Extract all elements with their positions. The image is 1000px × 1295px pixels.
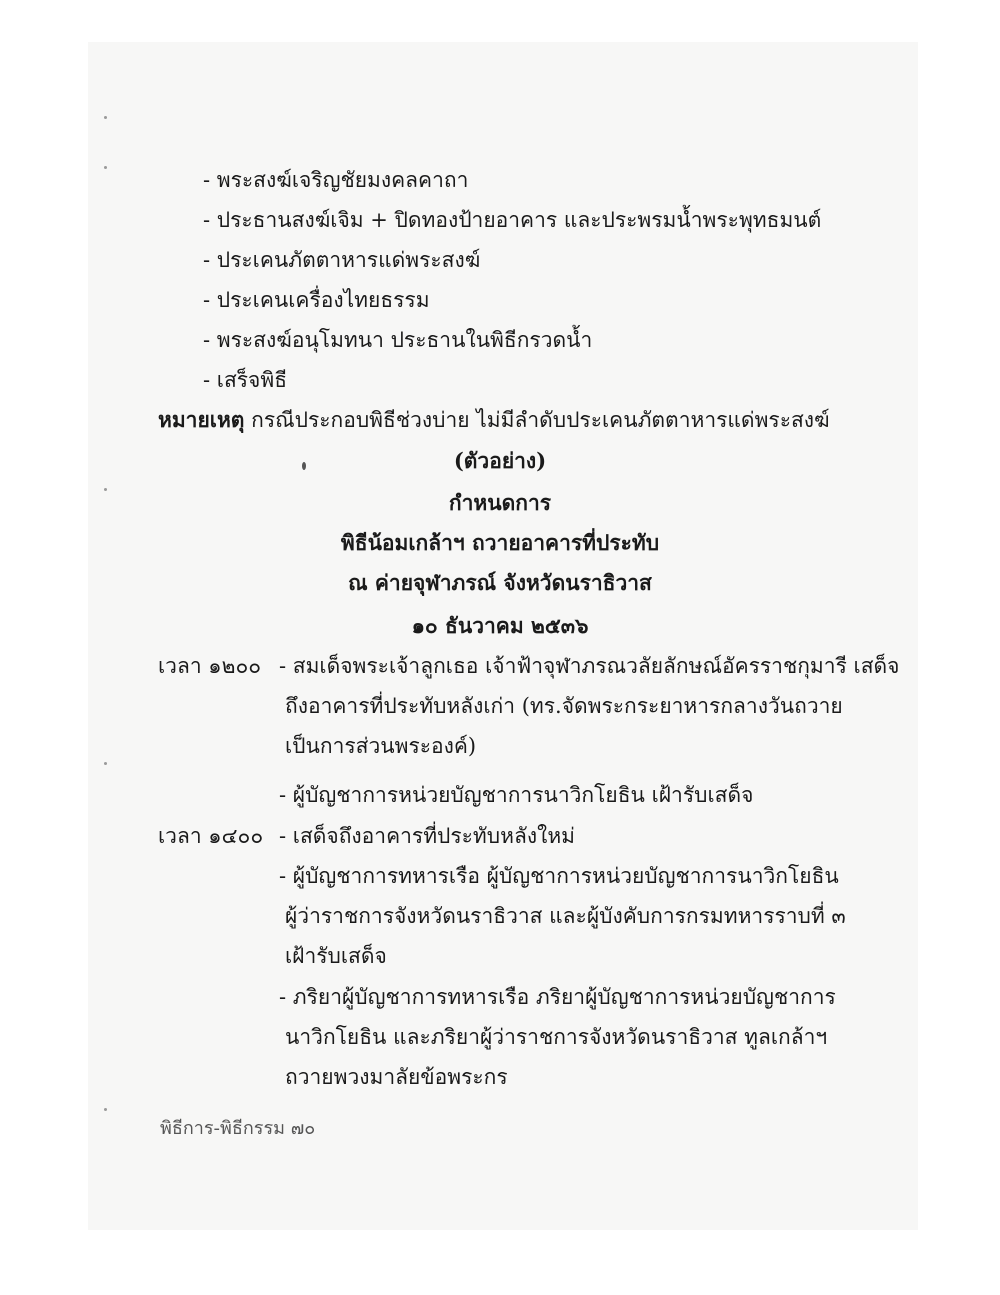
- schedule-line: ผู้ว่าราชการจังหวัดนราธิวาส และผู้บังคับการกรมทหารราบที่ ๓: [285, 904, 846, 928]
- date-heading: ๑๐ ธันวาคม ๒๕๓๖: [411, 613, 589, 638]
- intro-item: - ประเคนเครื่องไทยธรรม: [203, 288, 430, 312]
- intro-item: - เสร็จพิธี: [203, 368, 288, 392]
- page-footer: พิธีการ-พิธีกรรม ๗๐: [160, 1118, 316, 1139]
- note-label: หมายเหตุ: [158, 407, 245, 432]
- schedule-line: เป็นการส่วนพระองค์): [285, 734, 477, 758]
- schedule-line: - ภริยาผู้บัญชาการทหารเรือ ภริยาผู้บัญชาการหน่วยบัญชาการ: [279, 985, 836, 1009]
- schedule-line: - เสด็จถึงอาคารที่ประทับหลังใหม่: [279, 824, 576, 848]
- scan-speck: [104, 166, 107, 169]
- scan-speck: [104, 762, 107, 765]
- schedule-line: - ผู้บัญชาการทหารเรือ ผู้บัญชาการหน่วยบัญชาการนาวิกโยธิน: [279, 864, 839, 888]
- intro-item: - พระสงฆ์เจริญชัยมงคลคาถา: [203, 168, 469, 192]
- intro-item: - ประธานสงฆ์เจิม + ปิดทองป้ายอาคาร และประพรมน้ำพระพุทธมนต์: [203, 208, 822, 232]
- schedule-line: ถวายพวงมาลัยข้อพระกร: [285, 1065, 508, 1089]
- schedule-line: นาวิกโยธิน และภริยาผู้ว่าราชการจังหวัดนราธิวาส ทูลเกล้าฯ: [285, 1025, 828, 1049]
- ceremony-heading: พิธีน้อมเกล้าฯ ถวายอาคารที่ประทับ: [340, 530, 660, 555]
- scan-speck: [104, 1108, 107, 1111]
- example-heading: (ตัวอย่าง): [453, 448, 547, 473]
- intro-item: - พระสงฆ์อนุโมทนา ประธานในพิธีกรวดน้ำ: [203, 328, 593, 352]
- scan-speck: [104, 116, 107, 119]
- time-label-1400: เวลา ๑๔๐๐: [158, 824, 264, 848]
- schedule-line: - ผู้บัญชาการหน่วยบัญชาการนาวิกโยธิน เฝ้ารับเสด็จ: [279, 783, 754, 807]
- schedule-line: - สมเด็จพระเจ้าลูกเธอ เจ้าฟ้าจุฬาภรณวลัยลักษณ์อัครราชกุมารี เสด็จ: [279, 654, 900, 678]
- venue-heading: ณ ค่ายจุฬาภรณ์ จังหวัดนราธิวาส: [348, 570, 652, 595]
- schedule-heading: กำหนดการ: [448, 490, 552, 515]
- schedule-line: เฝ้ารับเสด็จ: [285, 944, 387, 968]
- time-label-1200: เวลา ๑๒๐๐: [158, 654, 262, 678]
- intro-item: - ประเคนภัตตาหารแด่พระสงฆ์: [203, 248, 481, 272]
- note-line: [158, 405, 830, 435]
- schedule-line: ถึงอาคารที่ประทับหลังเก่า (ทร.จัดพระกระยาหารกลางวันถวาย: [285, 694, 843, 718]
- note-text: กรณีประกอบพิธีช่วงบ่าย ไม่มีลำดับประเคนภัตตาหารแด่พระสงฆ์: [251, 408, 830, 432]
